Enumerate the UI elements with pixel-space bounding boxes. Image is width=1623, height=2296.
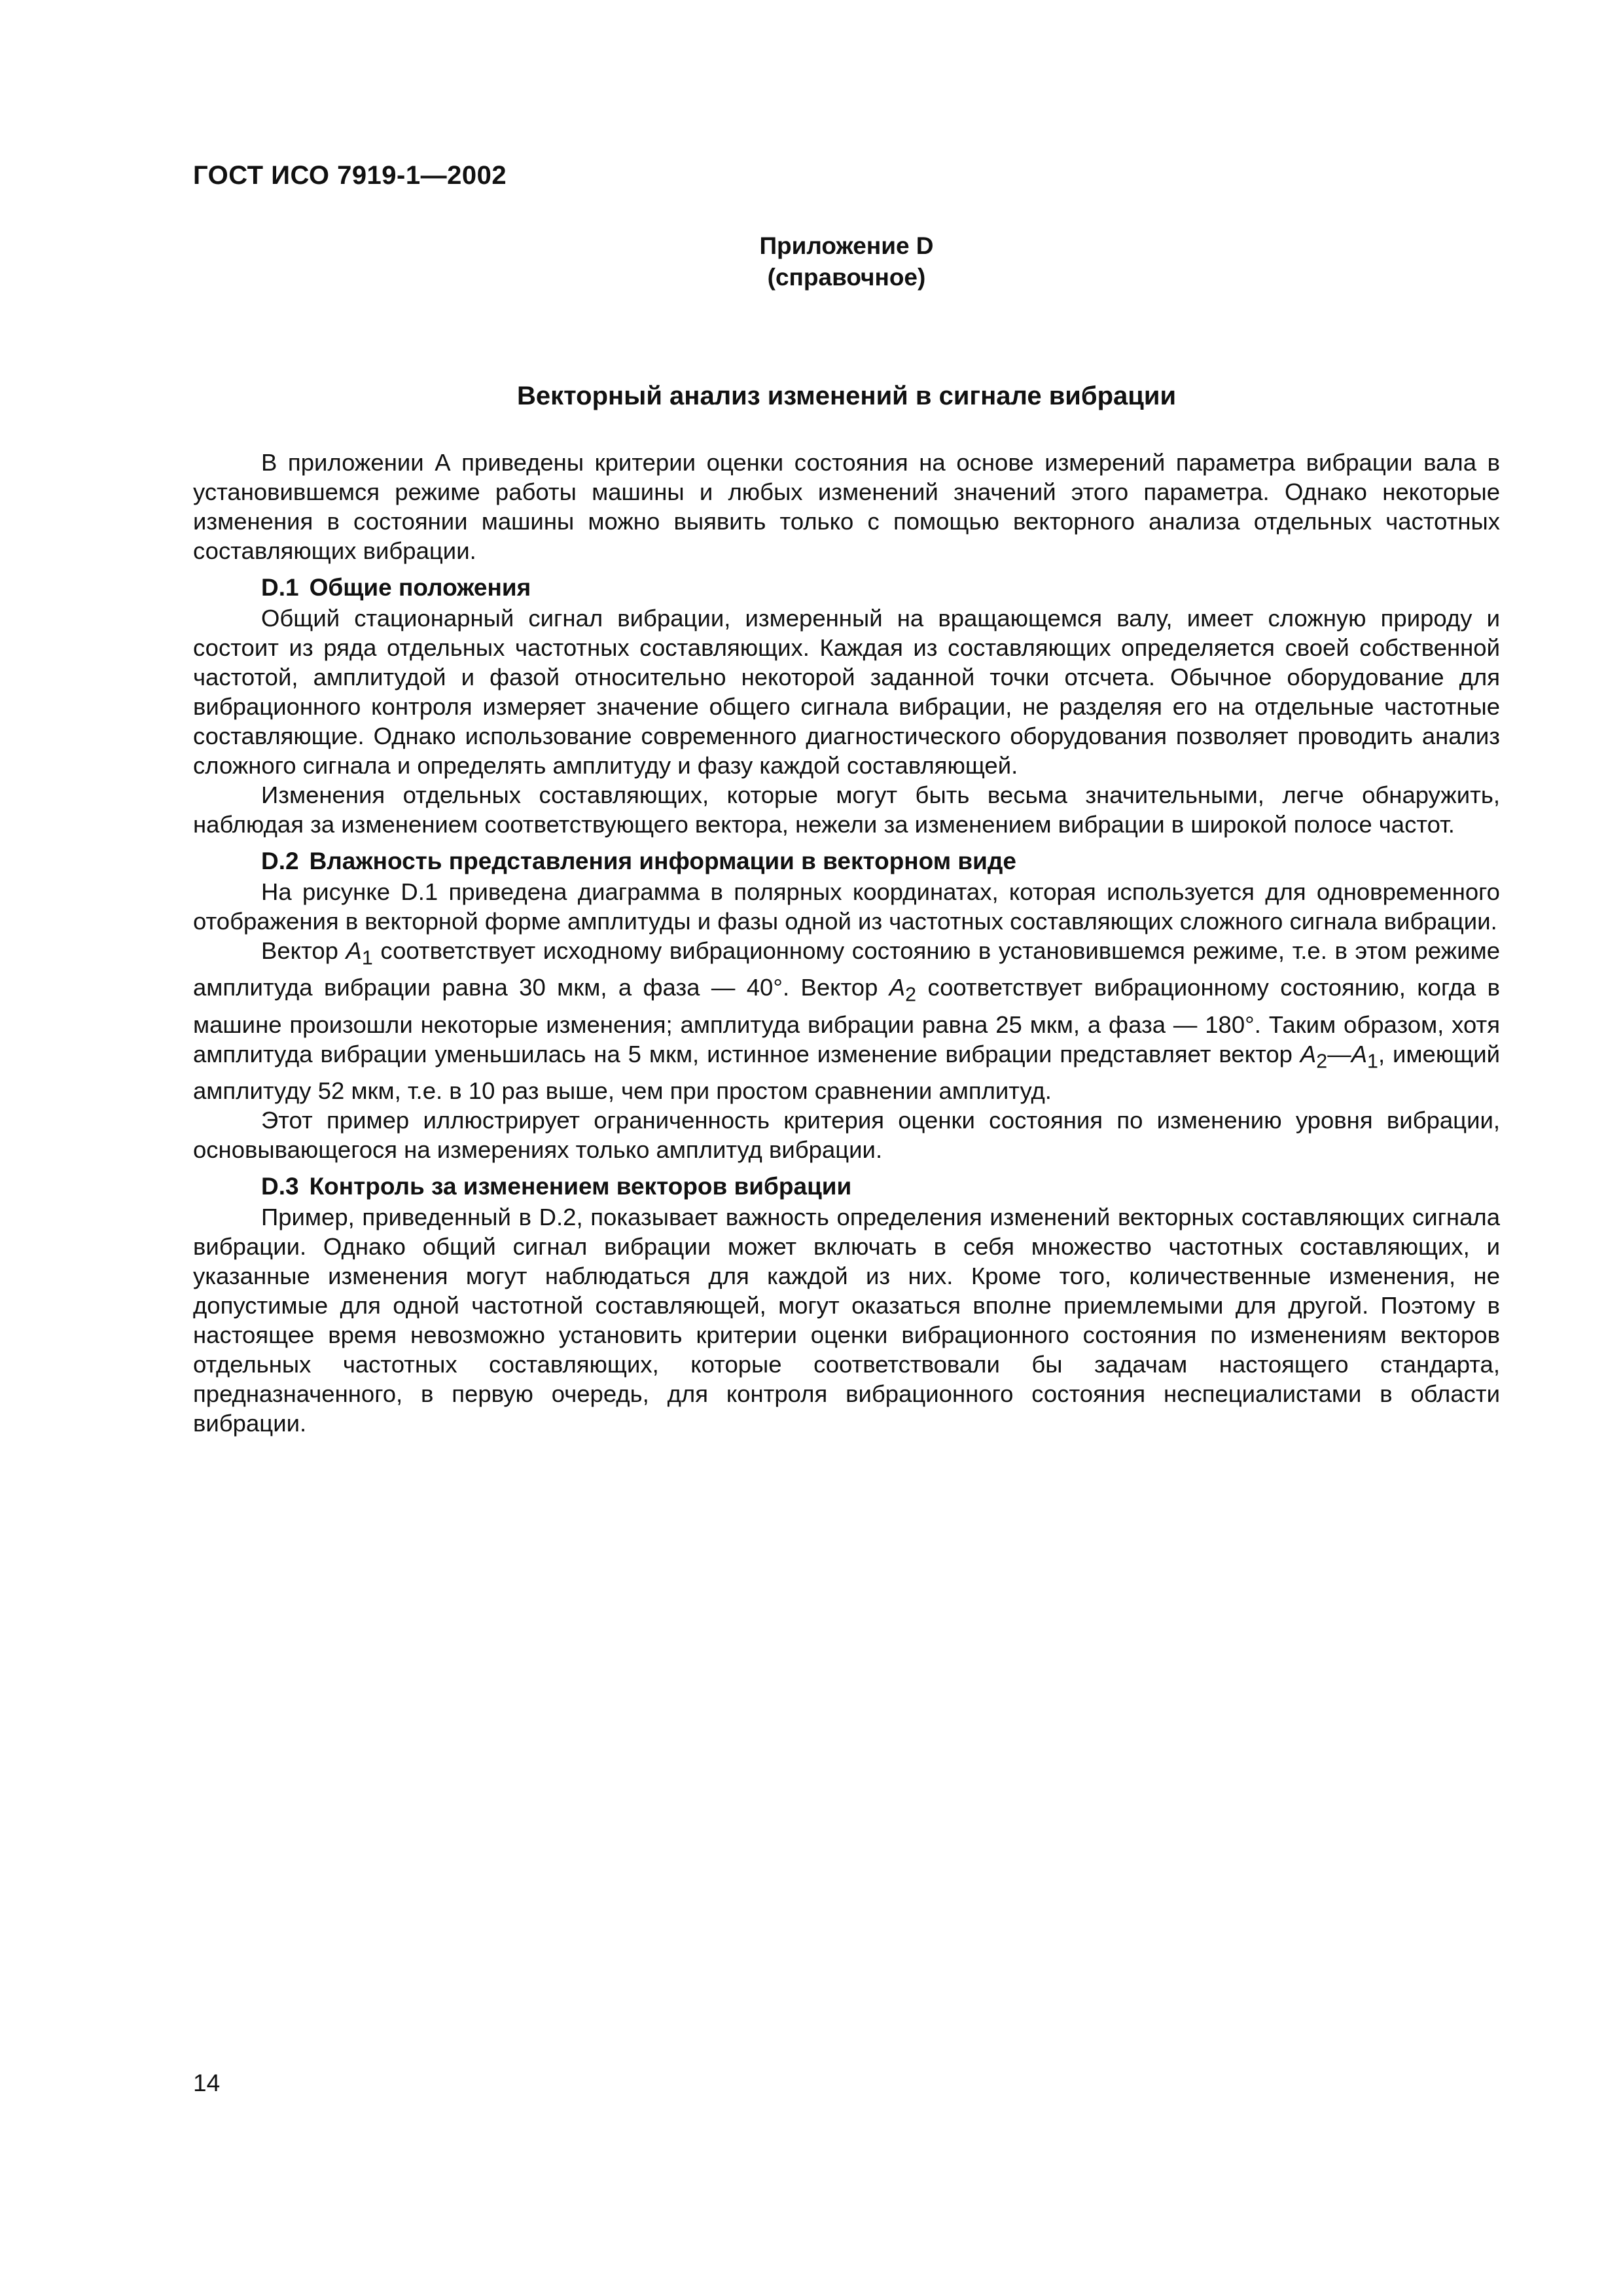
paragraph: Общий стационарный сигнал вибрации, измеренный на вращающемся валу, имеет сложную природу и состоит из ряда отдельных частотных составляющих. Каждая из составляющих определяется своей собственной частотой, амплитудой и фазой относительно некоторой заданной точки отсчета. Обычное оборудование для вибрационного контроля измеряет значение общего сигнала вибрации, не разделяя его на отдельные частотные составляющие. Однако использование современного диагностического оборудования позволяет проводить анализ сложного сигнала и определять амплитуду и фазу каждой составляющей. [193,605,1500,779]
paragraph: Этот пример иллюстрирует ограниченность критерия оценки состояния по изменению уровня вибрации, основывающегося на измерениях только амплитуд вибрации. [193,1106,1500,1163]
vector-symbol: A [1351,1040,1368,1067]
section-number: D.1 [261,574,299,601]
text-run: соответствует вибрационному состоянию, когда в машине произошли некоторые изменения; амплитуда вибрации равна 25 мкм, а фаза — 180°. Таким образом, хотя амплитуда вибрации уменьшилась на 5 мкм, истинное изменение вибрации представляет вектор [193,974,1500,1067]
page-number: 14 [193,2070,221,2096]
intro-paragraph: В приложении А приведены критерии оценки состояния на основе измерений параметра вибрации вала в установившемся режиме работы машины и любых изменений значений этого параметра. Однако некоторые изменения в состоянии машины можно выявить только с помощью векторного анализа отдельных частотных составляющих вибрации. [193,449,1500,564]
section-number: D.2 [261,848,299,874]
section-title: Контроль за изменением векторов вибрации [309,1172,852,1200]
paragraph: На рисунке D.1 приведена диаграмма в полярных координатах, которая используется для одновременного отображения в векторной форме амплитуды и фазы одной из частотных составляющих сложного сигнала вибрации. [193,878,1500,935]
paragraph: Пример, приведенный в D.2, показывает важность определения изменений векторных составляющих сигнала вибрации. Однако общий сигнал вибрации может включать в себя множество частотных составляющих, и указанные изменения могут наблюдаться для каждой из них. Кроме того, количественные изменения, не допустимые для одной частотной составляющей, могут оказаться вполне приемлемыми для другой. Поэтому в настоящее время невозможно установить критерии оценки вибрационного состояния по изменениям векторов отдельных частотных составляющих, которые соответствовали бы задачам настоящего стандарта, предназначенного, в первую очередь, для контроля вибрационного состояния неспециалистами в области вибрации. [193,1203,1500,1437]
vector-symbol: A [889,974,906,1001]
section-title: Влажность представления информации в векторном виде [309,848,1016,874]
paragraph: Изменения отдельных составляющих, которые могут быть весьма значительными, легче обнаружить, наблюдая за изменением соответствующего вектора, нежели за изменением вибрации в широкой полосе частот. [193,781,1500,838]
section-title: Общие положения [309,574,531,601]
text-run: Вектор [261,937,346,964]
document-title: Векторный анализ изменений в сигнале вибрации [516,382,1177,410]
section-heading-d2 [193,846,1500,876]
text-run: соответствует исходному вибрационному состоянию в установившемся режиме, т.е. в этом режиме амплитуда вибрации равна 30 мкм, а фаза — 40°. Вектор [193,937,1500,1001]
vector-subscript: 2 [905,983,917,1006]
vector-subscript: 1 [361,946,373,969]
vector-subscript: 2 [1316,1049,1328,1072]
vector-symbol: A [346,937,362,964]
text-run: , имеющий амплитуду 52 мкм, т.е. в 10 раз выше, чем при простом сравнении амплитуд. [193,1040,1501,1104]
section-heading-d1 [193,573,1500,602]
appendix-kind: (справочное) [767,264,926,291]
vector-symbol: A [1300,1040,1317,1067]
vector-dash: — [1327,1040,1351,1067]
appendix-heading [193,230,1500,293]
body-text [193,448,1500,1438]
appendix-label: Приложение D [759,232,934,259]
section-heading-d3 [193,1172,1500,1201]
vector-subscript: 1 [1367,1049,1378,1072]
document-header: ГОСТ ИСО 7919-1—2002 [193,161,507,190]
section-number: D.3 [261,1172,299,1200]
vector-paragraph [193,936,1500,1105]
